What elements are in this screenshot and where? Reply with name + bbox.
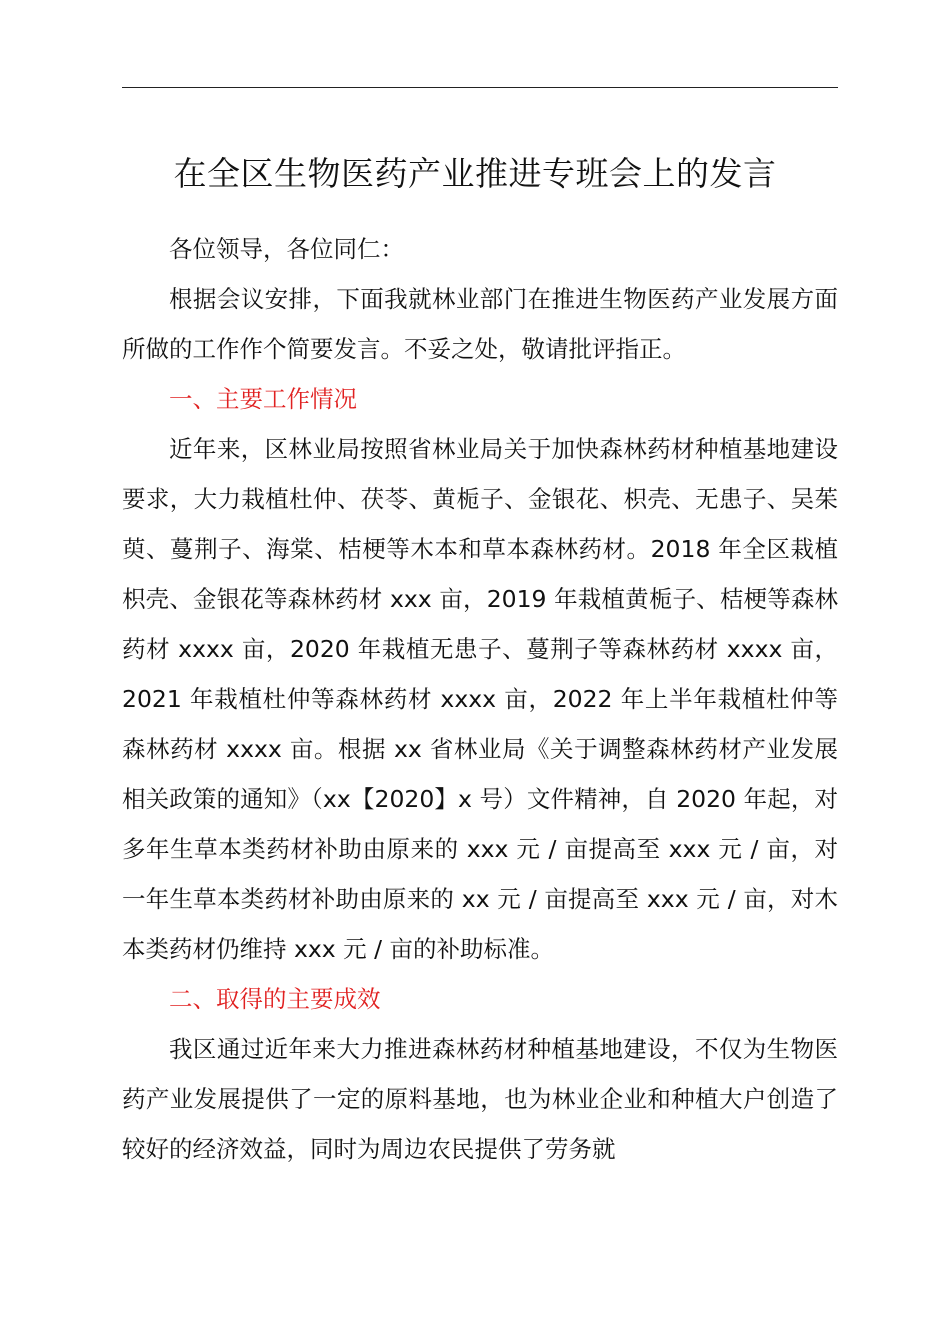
document-title: 在全区生物医药产业推进专班会上的发言 <box>173 154 777 193</box>
section-heading-1: 一、主要工作情况 <box>169 385 357 413</box>
section-1-paragraph: 近年来，区林业局按照省林业局关于加快森林药材种植基地建设要求，大力栽植杜仲、茯苓、黄栀子、金银花、枳壳、无患子、吴茱萸、蔓荆子、海棠、桔梗等木本和草本森林药材。2018 年全区栽植枳壳、金银花等森林药材 xxx 亩，2019 年栽植黄栀子、桔梗等森林药材 xxxx 亩，2020 年栽植无患子、蔓荆子等森林药材 xxxx 亩，2021 年栽植杜仲等森林药材 xxxx 亩，2022 年上半年栽植杜仲等森林药材 xxxx 亩。根据 xx 省林业局《关于调整森林药材产业发展相关政策的通知》（xx【2020】x 号）文件精神，自 2020 年起，对多年生草本类药材补助由原来的 xxx 元 / 亩提高至 xxx 元 / 亩，对一年生草本类药材补助由原来的 xx 元 / 亩提高至 xxx 元 / 亩，对木本类药材仍维持 xxx 元 / 亩的补助标准。 <box>122 435 838 963</box>
document-body <box>122 224 838 1174</box>
intro-paragraph: 根据会议安排，下面我就林业部门在推进生物医药产业发展方面所做的工作作个简要发言。不妥之处，敬请批评指正。 <box>122 285 838 363</box>
section-heading-2: 二、取得的主要成效 <box>169 985 381 1013</box>
salutation: 各位领导，各位同仁： <box>169 235 404 263</box>
header-rule <box>122 87 838 88</box>
section-2-paragraph: 我区通过近年来大力推进森林药材种植基地建设，不仅为生物医药产业发展提供了一定的原料基地，也为林业企业和种植大户创造了较好的经济效益，同时为周边农民提供了劳务就 <box>122 1035 838 1163</box>
